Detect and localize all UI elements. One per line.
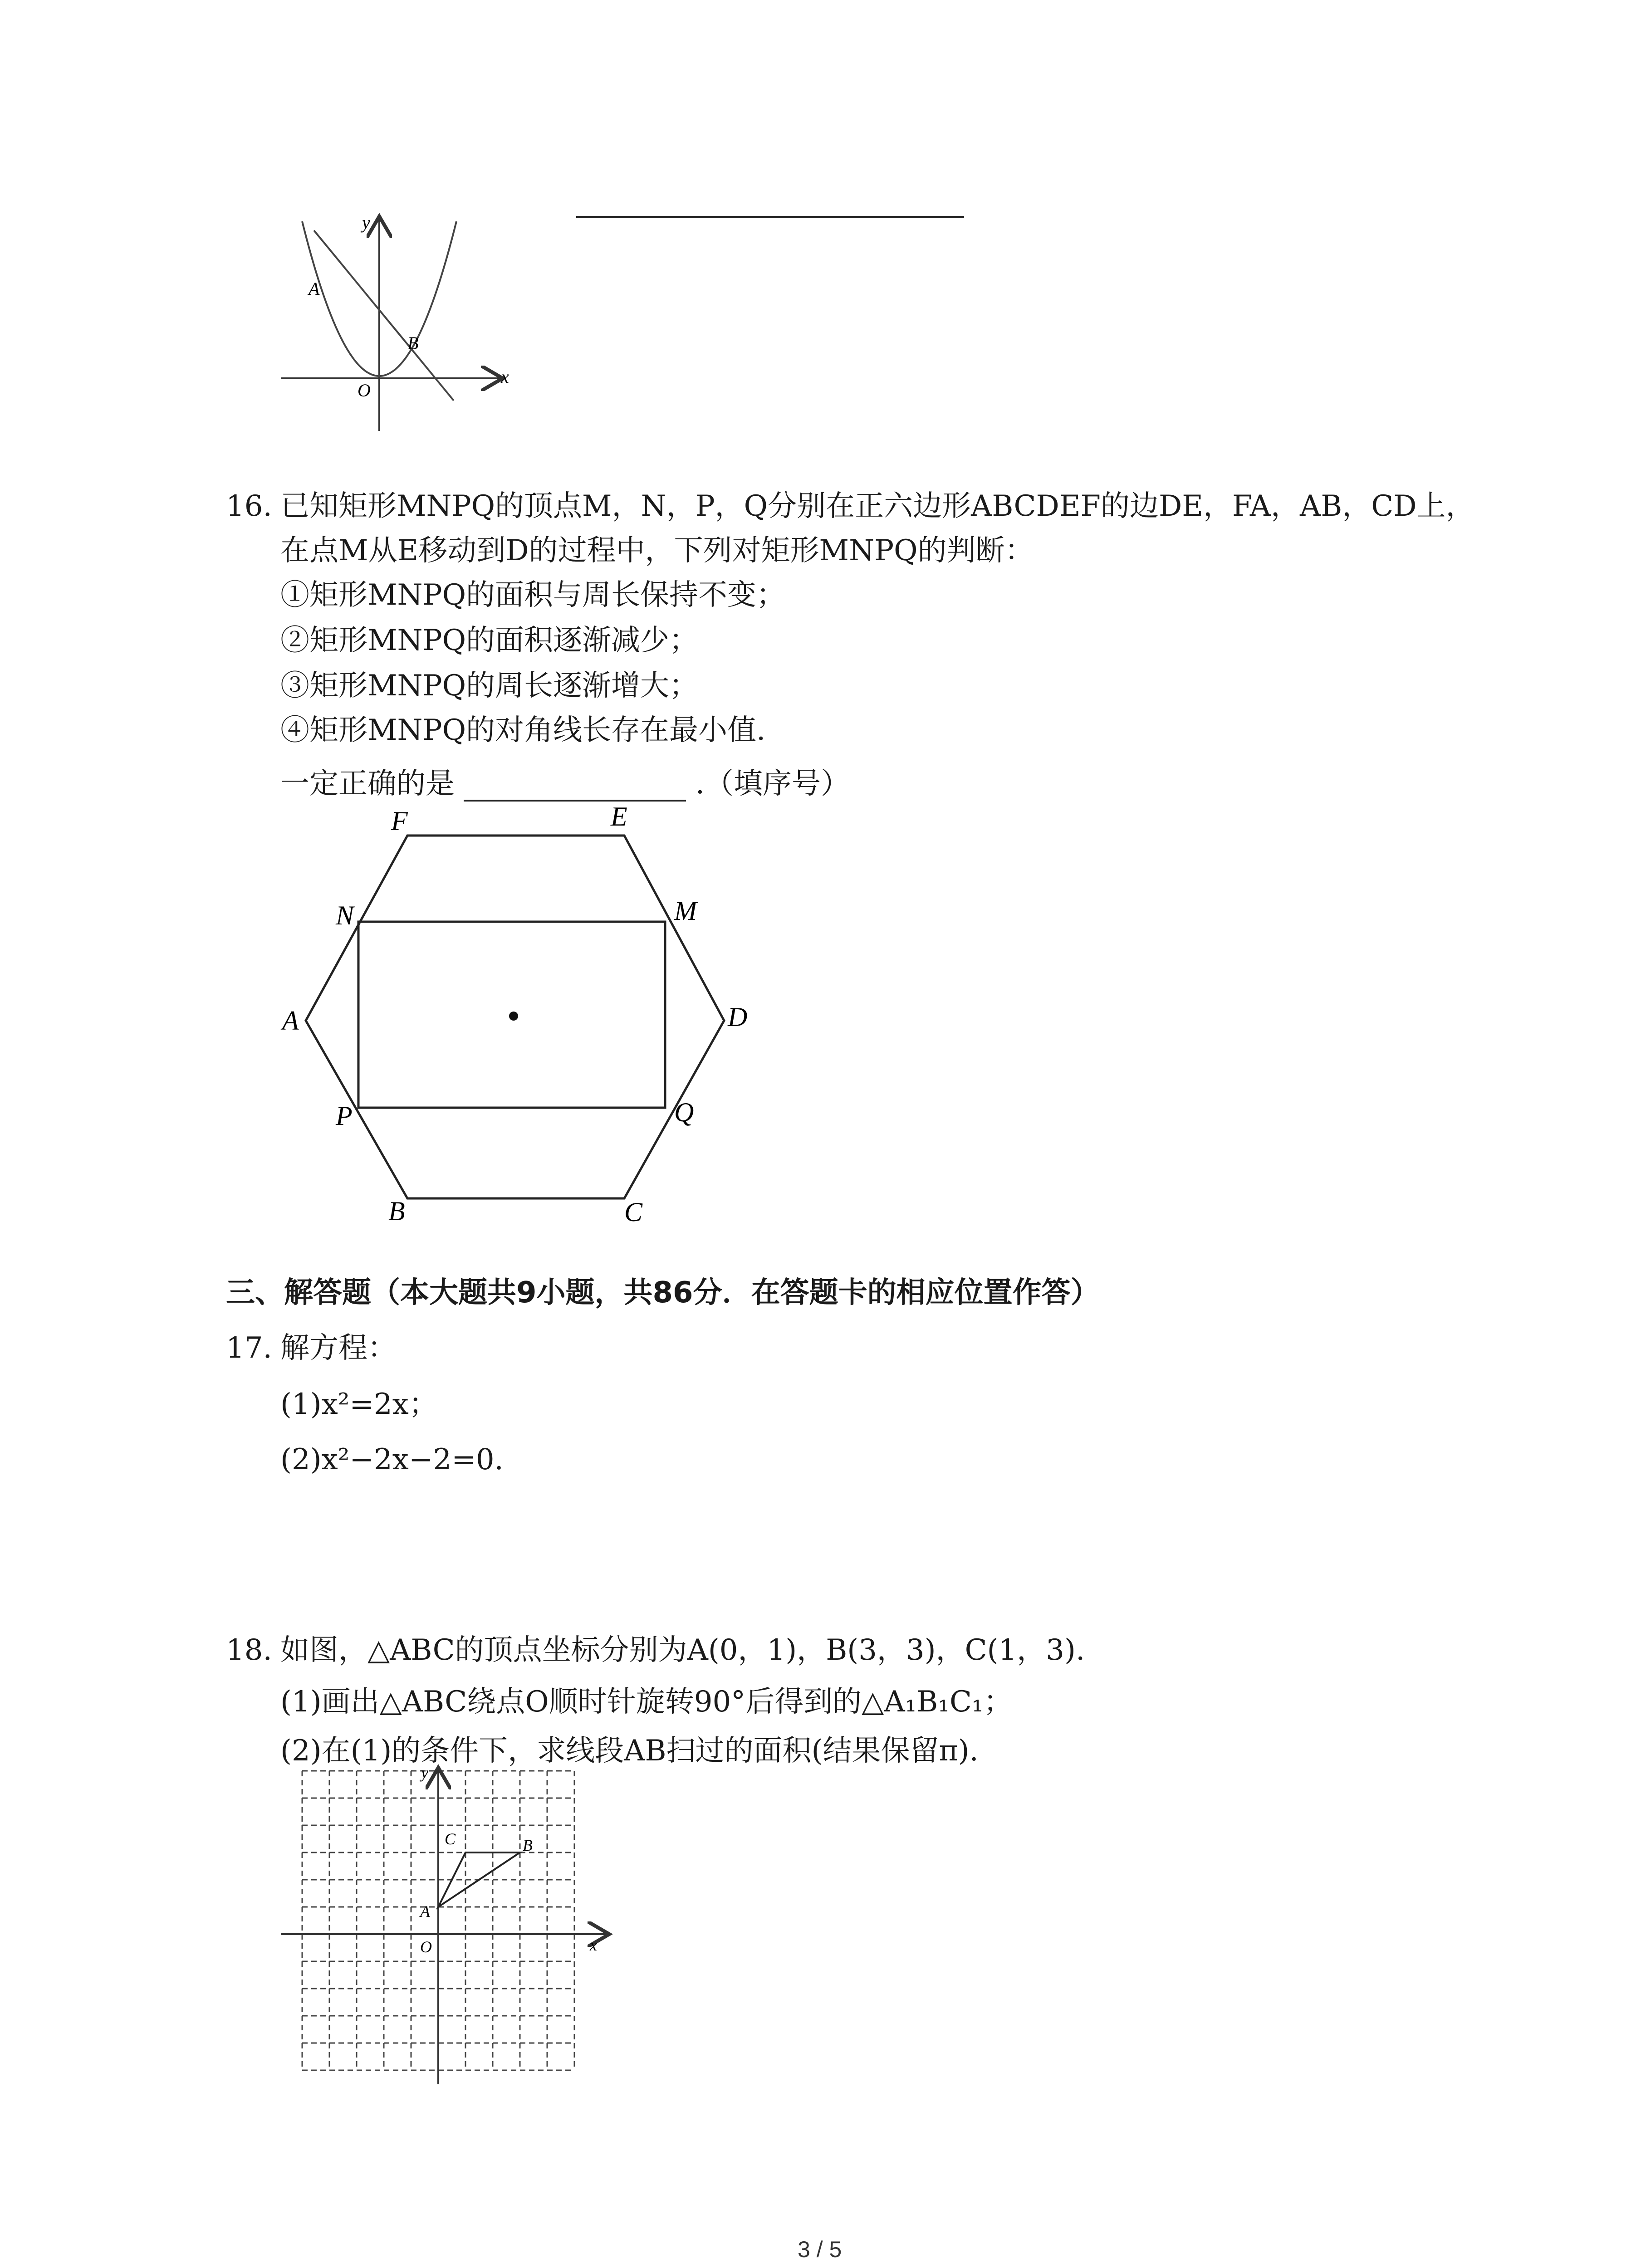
q18-label-a: A: [420, 1902, 430, 1921]
q17-part-1: (1)x²=2x；: [280, 1388, 438, 1421]
q16-item-3: ③矩形MNPQ的周长逐渐增大；: [280, 669, 699, 703]
q16-answer-suffix: .（填序号）: [695, 767, 850, 801]
rect-label-p: P: [336, 1101, 353, 1131]
section-3-heading: 三、解答题（本大题共9小题，共86分．在答题卡的相应位置作答）: [226, 1276, 1100, 1310]
q18-label-x: x: [590, 1936, 597, 1954]
q16-line2: 在点M从E移动到D的过程中，下列对矩形MNPQ的判断：: [280, 534, 1034, 567]
hex-label-d: D: [728, 1002, 748, 1032]
q18-number: 18.: [226, 1633, 272, 1667]
rect-label-m: M: [674, 896, 697, 926]
q15-figure: [263, 213, 517, 435]
q16-item-2: ②矩形MNPQ的面积逐渐减少；: [280, 624, 699, 657]
q16-answer-blank: [464, 771, 686, 802]
center-point: [509, 1012, 518, 1021]
hex-label-e: E: [611, 807, 627, 831]
page-number: 3 / 5: [798, 2237, 842, 2262]
hex-label-b: B: [388, 1196, 405, 1226]
hex-label-c: C: [624, 1197, 643, 1227]
q15-label-x: x: [501, 367, 509, 387]
q18-label-o: O: [420, 1938, 432, 1956]
q17-part-2: (2)x²−2x−2=0.: [280, 1443, 504, 1476]
q15-label-o: O: [358, 380, 371, 401]
rect-label-q: Q: [674, 1097, 694, 1127]
q18-label-y: y: [421, 1764, 428, 1782]
q16-item-1: ①矩形MNPQ的面积与周长保持不变；: [280, 578, 786, 612]
q16-answer-prefix: 一定正确的是: [280, 767, 455, 801]
q18-figure: [272, 1760, 617, 2087]
q16-figure: [272, 807, 771, 1238]
q16-line1: 已知矩形MNPQ的顶点M，N，P，Q分别在正六边形ABCDEF的边DE，FA，AB，CD上，: [280, 489, 1475, 523]
q18-part-2: (2)在(1)的条件下，求线段AB扫过的面积(结果保留π).: [280, 1734, 979, 1768]
q15-label-y: y: [362, 213, 370, 233]
q18-stem: 如图，△ABC的顶点坐标分别为A(0，1)，B(3，3)，C(1，3).: [280, 1633, 1085, 1667]
q18-label-c: C: [445, 1830, 456, 1848]
q17-stem: 解方程：: [280, 1331, 397, 1365]
q16-answer-line: [280, 767, 850, 802]
q18-label-b: B: [523, 1836, 533, 1854]
q15-label-a: A: [309, 279, 320, 299]
q15-answer-blank: [576, 216, 964, 218]
q16-item-4: ④矩形MNPQ的对角线长存在最小值.: [280, 714, 766, 747]
q17-number: 17.: [226, 1331, 272, 1365]
q18-part-1: (1)画出△ABC绕点O顺时针旋转90°后得到的△A₁B₁C₁；: [280, 1685, 1013, 1719]
hex-label-a: A: [282, 1006, 299, 1036]
hex-label-f: F: [391, 807, 408, 836]
q15-label-b: B: [407, 333, 419, 353]
q16-number: 16.: [226, 489, 272, 523]
rect-label-n: N: [336, 900, 354, 930]
